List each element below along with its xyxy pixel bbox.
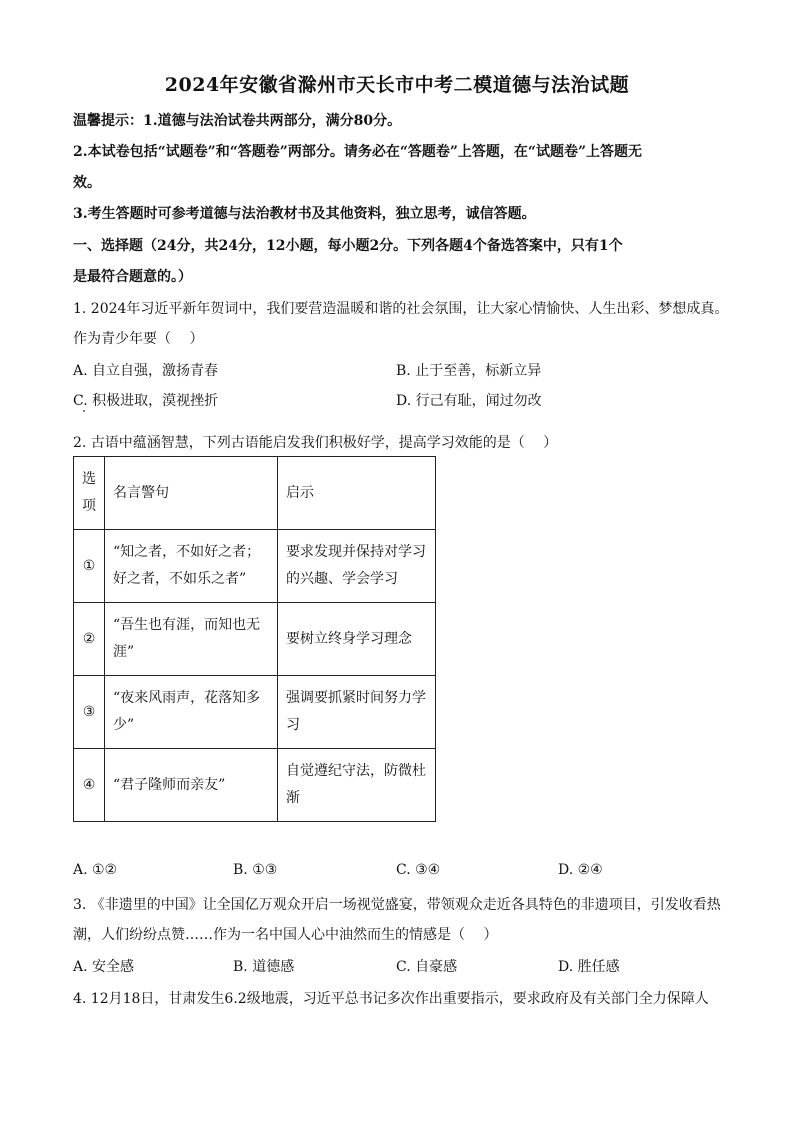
q3-option-d: D. 胜任感 [558,959,620,975]
note-3: 3.考生答题时可参考道德与法治教材书及其他资料，独立思考，诚信答题。 [73,206,536,222]
row-insight: 要求发现并保持对学习的兴趣、学会学习 [278,530,436,603]
row-insight: 自觉遵纪守法，防微杜渐 [278,749,436,822]
q1-stem-line-2: 作为青少年要（ ） [73,331,204,347]
note-2-line-2: 效。 [73,175,101,191]
q1-stem-line-1: 1. 2024年习近平新年贺词中，我们要营造温暖和谐的社会氛围，让大家心情愉快、人生出彩、梦想成真。 [73,301,729,317]
table-row [74,530,436,603]
q1-option-a: A. 自立自强，激扬青春 [73,363,219,379]
table-row [74,603,436,676]
q2-option-d: D. ②④ [558,862,603,878]
q4-stem-line-1: 4. 12月18日，甘肃发生6.2级地震，习近平总书记多次作出重要指示，要求政府及有关部门全力保障人 [73,991,709,1007]
q2-stem: 2. 古语中蕴涵智慧，下列古语能启发我们积极好学，提高学习效能的是（ ） [73,435,558,451]
table-row [74,749,436,822]
row-mark: ④ [74,749,105,822]
row-quote: “知之者，不如好之者；好之者，不如乐之者” [105,530,278,603]
q3-option-b: B. 道德感 [233,959,295,975]
q1-option-c: C. 积极进取，漠视挫折 [73,393,219,409]
row-quote: “君子隆师而亲友” [105,749,278,822]
q2-option-c: C. ③④ [396,862,441,878]
row-insight: 强调要抓紧时间努力学习 [278,676,436,749]
q3-stem-line-1: 3. 《非遗里的中国》让全国亿万观众开启一场视觉盛宴，带领观众走近各具特色的非遗项目，引发收看热 [73,897,721,913]
q3-option-a: A. 安全感 [73,959,135,975]
q1-option-b: B. 止于至善，标新立异 [396,363,542,379]
q3-option-c: C. 自豪感 [396,959,458,975]
row-mark: ① [74,530,105,603]
stray-dot-mark [83,410,85,412]
row-insight: 要树立终身学习理念 [278,603,436,676]
q3-stem-line-2: 潮，人们纷纷点赞……作为一名中国人心中油然而生的情感是（ ） [73,927,498,943]
table-row [74,676,436,749]
row-mark: ③ [74,676,105,749]
header-quote: 名言警句 [105,457,278,530]
note-2-line-1: 2.本试卷包括“试题卷”和“答题卷”两部分。请务必在“答题卷”上答题，在“试题卷”上答题无 [73,144,643,160]
header-option: 选项 [74,457,105,530]
row-mark: ② [74,603,105,676]
q2-option-a: A. ①② [73,862,118,878]
section-heading-line-1: 一、选择题（24分，共24分，12小题，每小题2分。下列各题4个备选答案中，只有1个 [73,238,623,254]
table-header-row [74,457,436,530]
section-heading-line-2: 是最符合题意的。） [73,269,192,285]
exam-title: 2024年安徽省滁州市天长市中考二模道德与法治试题 [164,74,630,96]
q2-option-b: B. ①③ [233,862,278,878]
q2-table [73,456,436,822]
note-1: 温馨提示：1.道德与法治试卷共两部分，满分80分。 [73,113,402,129]
row-quote: “夜来风雨声，花落知多少” [105,676,278,749]
row-quote: “吾生也有涯，而知也无涯” [105,603,278,676]
header-insight: 启示 [278,457,436,530]
q1-option-d: D. 行己有耻，闻过勿改 [396,393,542,409]
